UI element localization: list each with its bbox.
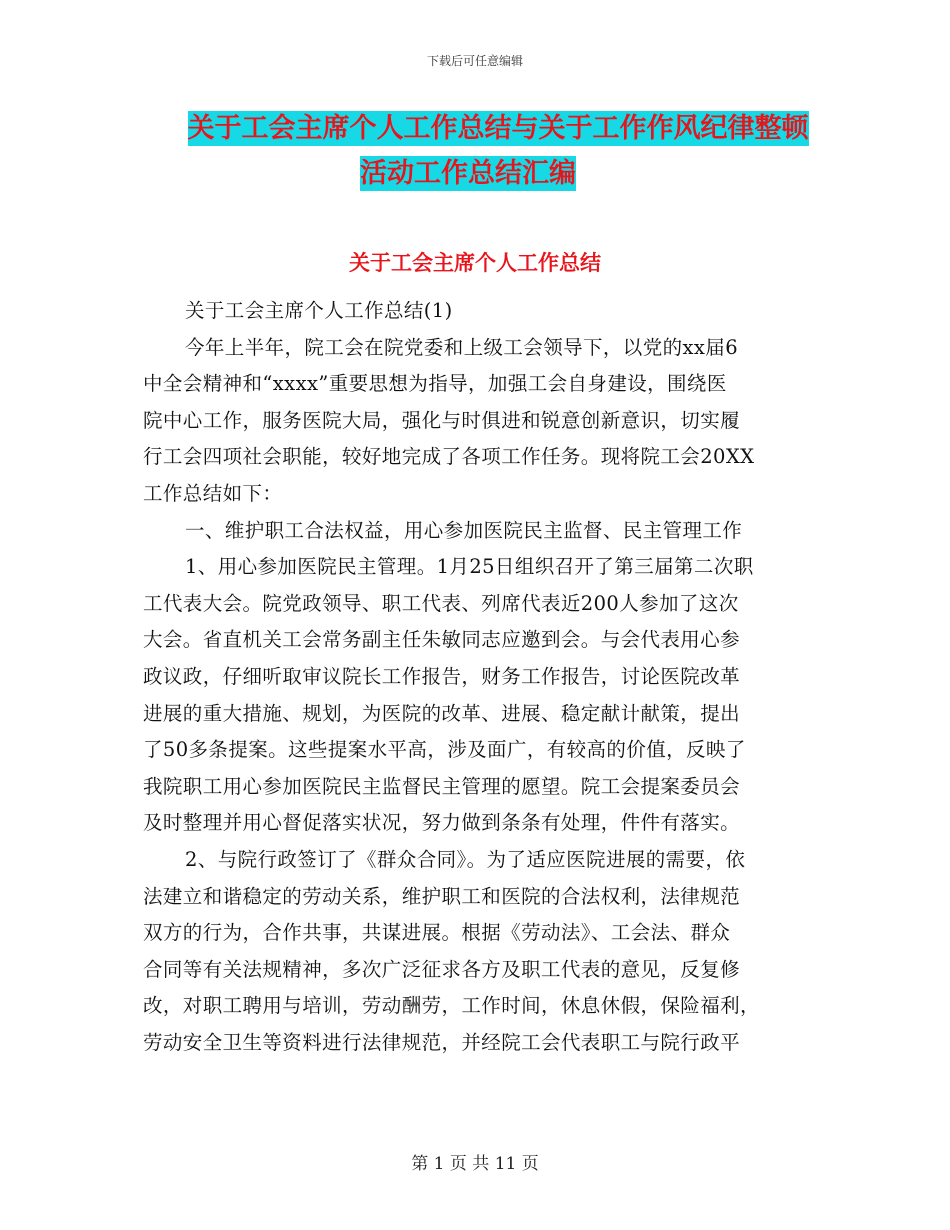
paragraph-line: 行工会四项社会职能，较好地完成了各项工作任务。现将院工会20XX — [143, 445, 755, 469]
paragraph-line: 我院职工用心参加医院民主监督民主管理的愿望。院工会提案委员会 — [143, 774, 741, 798]
page-header-note: 下载后可任意编辑 — [426, 54, 523, 68]
section-heading: 关于工会主席个人工作总结 — [349, 251, 601, 275]
document-title-line-2 — [0, 156, 943, 192]
document-title-line-1 — [23, 111, 950, 147]
paragraph-line: 政议政，仔细听取审议院长工作报告，财务工作报告，讨论医院改革 — [143, 664, 741, 688]
paragraph-line: 院中心工作，服务医院大局，强化与时俱进和锐意创新意识，切实履 — [143, 408, 741, 432]
paragraph-line: 1、用心参加医院民主管理。1月25日组织召开了第三届第二次职 — [185, 555, 754, 579]
paragraph-line: 双方的行为，合作共事，共谋进展。根据《劳动法》、工会法、群众 — [143, 921, 731, 945]
paragraph-line: 工作总结如下： — [143, 481, 283, 505]
paragraph-line: 一、维护职工合法权益，用心参加医院民主监督、民主管理工作 — [185, 518, 743, 542]
paragraph-line: 法建立和谐稳定的劳动关系，维护职工和医院的合法权利，法律规范 — [143, 884, 741, 908]
paragraph-line: 了50多条提案。这些提案水平高，涉及面广，有较高的价值，反映了 — [143, 738, 746, 762]
paragraph-line: 2、与院行政签订了《群众合同》。为了适应医院进展的需要，依 — [185, 847, 746, 871]
body-text — [143, 293, 811, 1061]
paragraph-line: 劳动安全卫生等资料进行法律规范，并经院工会代表职工与院行政平 — [143, 1030, 741, 1054]
document-title-line-1-text: 关于工会主席个人工作总结与关于工作作风纪律整顿 — [187, 113, 809, 144]
paragraph-line: 改，对职工聘用与培训，劳动酬劳，工作时间，休息休假，保险福利， — [143, 994, 760, 1018]
page-number-footer: 第 1 页 共 11 页 — [411, 1154, 539, 1174]
document-title-line-2-text: 活动工作总结汇编 — [360, 158, 576, 189]
paragraph-line: 进展的重大措施、规划，为医院的改革、进展、稳定献计献策，提出 — [143, 701, 741, 725]
paragraph-line: 中全会精神和“xxxx”重要思想为指导，加强工会自身建设，围绕医 — [143, 372, 727, 396]
paragraph-line: 大会。省直机关工会常务副主任朱敏同志应邀到会。与会代表用心参 — [143, 628, 741, 652]
paragraph-line: 关于工会主席个人工作总结(1) — [185, 299, 453, 322]
paragraph-line: 工代表大会。院党政领导、职工代表、列席代表近200人参加了这次 — [143, 591, 739, 615]
paragraph-line: 合同等有关法规精神，多次广泛征求各方及职工代表的意见，反复修 — [143, 957, 741, 981]
paragraph-line: 今年上半年，院工会在院党委和上级工会领导下，以党的xx届6 — [185, 335, 739, 359]
paragraph-line: 及时整理并用心督促落实状况，努力做到条条有处理，件件有落实。 — [143, 811, 741, 835]
